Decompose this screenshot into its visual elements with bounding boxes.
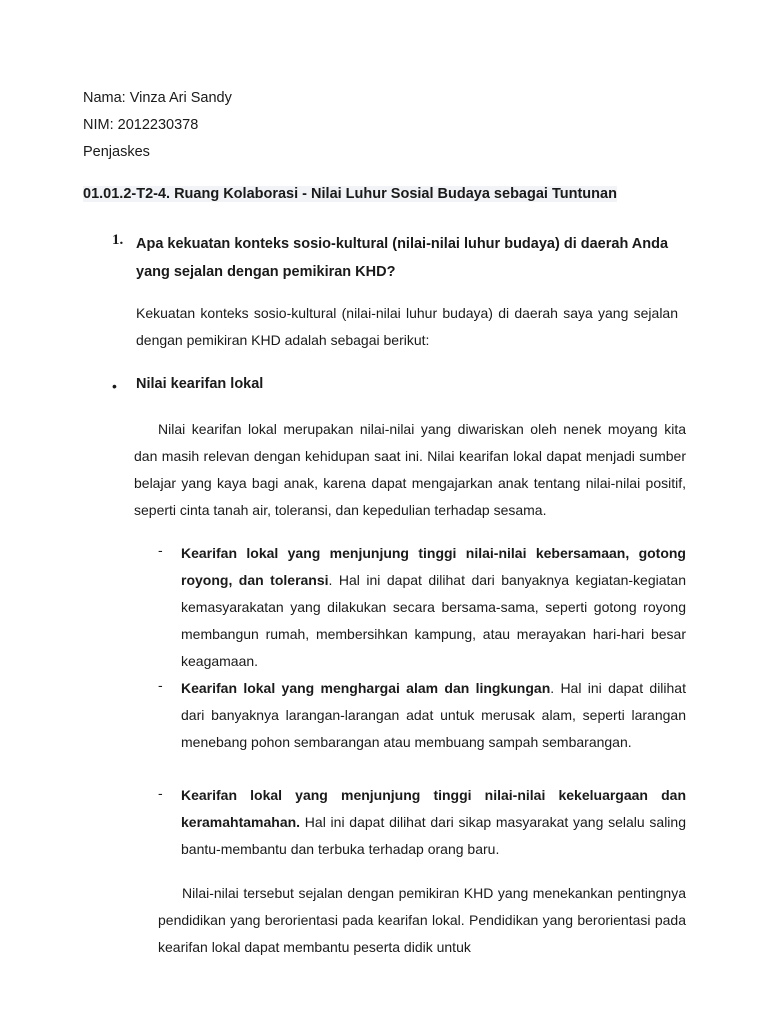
bullet-heading: Nilai kearifan lokal — [136, 376, 264, 392]
document-title: 01.01.2-T2-4. Ruang Kolaborasi - Nilai Luhur Sosial Budaya sebagai Tuntunan — [83, 186, 617, 202]
paragraph-khd: Nilai-nilai tersebut sejalan dengan pemikiran KHD yang menekankan pentingnya pendidikan yang berorientasi pada kearifan lokal. Pendidikan yang berorientasi pada kearifan lokal dapat membantu peserta didik untuk — [158, 885, 686, 955]
bullet-marker: • — [112, 378, 117, 394]
list-item — [181, 782, 686, 863]
dash-marker: - — [158, 677, 163, 693]
list-item — [181, 675, 686, 756]
student-nim: NIM: 2012230378 — [83, 117, 199, 133]
question-number: 1. — [112, 232, 124, 248]
list-item-text: Hal ini dapat dilihat dari sikap masyarakat yang selalu saling bantu-membantu dan terbuka terhadap orang baru. — [181, 814, 686, 857]
dash-marker: - — [158, 785, 163, 801]
student-name: Nama: Vinza Ari Sandy — [83, 90, 232, 106]
list-item-text: . Hal ini dapat dilihat dari banyaknya larangan-larangan adat untuk merusak alam, seperti larangan menebang pohon sembarangan atau membuang sampah sembarangan. — [181, 680, 686, 750]
list-item-bold: Kearifan lokal yang menjunjung tinggi nilai-nilai kebersamaan, gotong royong, dan toleransi — [181, 545, 686, 588]
paragraph-kearifan-lokal: Nilai kearifan lokal merupakan nilai-nilai yang diwariskan oleh nenek moyang kita dan masih relevan dengan kehidupan saat ini. Nilai kearifan lokal dapat menjadi sumber belajar yang kaya bagi anak, karena dapat mengajarkan anak tentang nilai-nilai positif, seperti cinta tanah air, toleransi, dan kepedulian terhadap sesama. — [134, 421, 686, 518]
list-item-bold: Kearifan lokal yang menjunjung tinggi nilai-nilai kekeluargaan dan keramahtamahan. — [181, 787, 686, 830]
list-item-text: . Hal ini dapat dilihat dari banyaknya kegiatan-kegiatan kemasyarakatan yang dilakukan secara bersama-sama, seperti gotong royong membangun rumah, membersihkan kampung, atau merayakan hari-hari besar keagamaan. — [181, 572, 686, 669]
list-item-bold: Kearifan lokal yang menghargai alam dan lingkungan — [181, 680, 551, 696]
question-text: Apa kekuatan konteks sosio-kultural (nilai-nilai luhur budaya) di daerah Anda yang sejalan dengan pemikiran KHD? — [136, 236, 669, 280]
dash-marker: - — [158, 542, 163, 558]
list-item — [181, 540, 686, 675]
study-program: Penjaskes — [83, 144, 150, 160]
answer-intro: Kekuatan konteks sosio-kultural (nilai-nilai luhur budaya) di daerah saya yang sejalan dengan pemikiran KHD adalah sebagai berikut: — [136, 305, 678, 348]
